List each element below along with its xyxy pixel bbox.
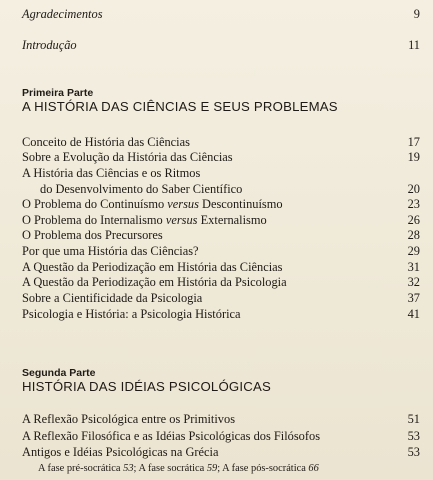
toc-entry-introduction xyxy=(22,38,420,53)
toc-entry-page: 53 xyxy=(407,429,420,443)
toc-entry-continued xyxy=(22,182,420,197)
toc-entry-page: 32 xyxy=(407,275,420,289)
toc-entry-title: Sobre a Evolução da História das Ciências xyxy=(22,150,233,164)
toc-entry-page: 11 xyxy=(408,38,420,52)
toc-entry xyxy=(22,260,420,275)
toc-subentry-page: 66 xyxy=(308,463,319,474)
toc-entry-page: 29 xyxy=(407,244,420,258)
toc-entry xyxy=(22,228,420,243)
part-label: Segunda Parte xyxy=(22,367,96,379)
toc-entry-page: 31 xyxy=(407,260,420,274)
toc-subentry-label: A fase pós-socrática xyxy=(222,463,306,474)
toc-subentries xyxy=(38,462,319,475)
toc-entry xyxy=(22,244,420,259)
toc-entry xyxy=(22,135,420,150)
toc-entry xyxy=(22,197,420,212)
toc-entry xyxy=(22,150,420,165)
toc-separator: ; xyxy=(133,463,139,474)
toc-entry-title: A Questão da Periodização em História da Psicologia xyxy=(22,275,287,289)
toc-entry xyxy=(22,213,420,228)
part-heading: A HISTÓRIA DAS CIÊNCIAS E SEUS PROBLEMAS xyxy=(22,99,338,114)
toc-subentry-label: A fase socrática xyxy=(138,463,205,474)
toc-entry-title: Introdução xyxy=(22,38,77,52)
toc-entry-page: 41 xyxy=(407,307,420,321)
toc-entry-title: Antigos e Idéias Psicológicas na Grécia xyxy=(22,445,219,459)
toc-entry-page: 17 xyxy=(407,135,420,149)
part-heading: HISTÓRIA DAS IDÉIAS PSICOLÓGICAS xyxy=(22,379,271,394)
toc-entry-title: Conceito de História das Ciências xyxy=(22,135,190,149)
toc-subentry-page: 59 xyxy=(206,463,218,474)
toc-entry-page: 20 xyxy=(407,182,420,196)
toc-separator: ; xyxy=(217,463,223,474)
toc-entry-title: Psicologia e História: a Psicologia Histórica xyxy=(22,307,241,321)
toc-entry xyxy=(22,307,420,322)
toc-entry-page: 53 xyxy=(407,445,420,459)
toc-subentry-page: 53 xyxy=(123,463,134,474)
toc-entry-page: 28 xyxy=(407,228,420,242)
toc-entry xyxy=(22,445,420,460)
toc-entry-acknowledgements xyxy=(22,7,420,22)
toc-entry-title: A Reflexão Filosófica e as Idéias Psicológicas dos Filósofos xyxy=(22,429,321,443)
toc-entry-page: 37 xyxy=(407,291,420,305)
toc-entry-title: A Questão da Periodização em História das Ciências xyxy=(22,260,283,274)
toc-entry-title: Agradecimentos xyxy=(22,7,103,21)
toc-entry-title: A História das Ciências e os Ritmos xyxy=(22,166,201,180)
toc-entry-title: O Problema do Internalismo versus Externalismo xyxy=(22,213,267,227)
toc-entry-page: 51 xyxy=(407,412,420,426)
toc-entry-title: O Problema dos Precursores xyxy=(22,228,163,242)
part-label: Primeira Parte xyxy=(22,87,94,99)
toc-entry xyxy=(22,291,420,306)
toc-entry xyxy=(22,275,420,290)
toc-entry-title: Por que uma História das Ciências? xyxy=(22,244,199,258)
toc-entry-title: Sobre a Cientificidade da Psicologia xyxy=(22,291,203,305)
toc-entry xyxy=(22,412,420,427)
toc-entry-title: O Problema do Continuísmo versus Descontinuísmo xyxy=(22,197,283,211)
toc-entry xyxy=(22,429,420,444)
toc-subentry-label: A fase pré-socrática xyxy=(38,463,121,474)
toc-entry-title: A Reflexão Psicológica entre os Primitivos xyxy=(22,412,236,426)
toc-entry-page: 9 xyxy=(413,7,420,21)
toc-entry-page: 26 xyxy=(407,213,420,227)
toc-entry-title: do Desenvolvimento do Saber Científico xyxy=(40,182,243,196)
toc-entry xyxy=(22,166,420,181)
toc-entry-page: 19 xyxy=(407,150,420,164)
toc-entry-page: 23 xyxy=(407,197,420,211)
